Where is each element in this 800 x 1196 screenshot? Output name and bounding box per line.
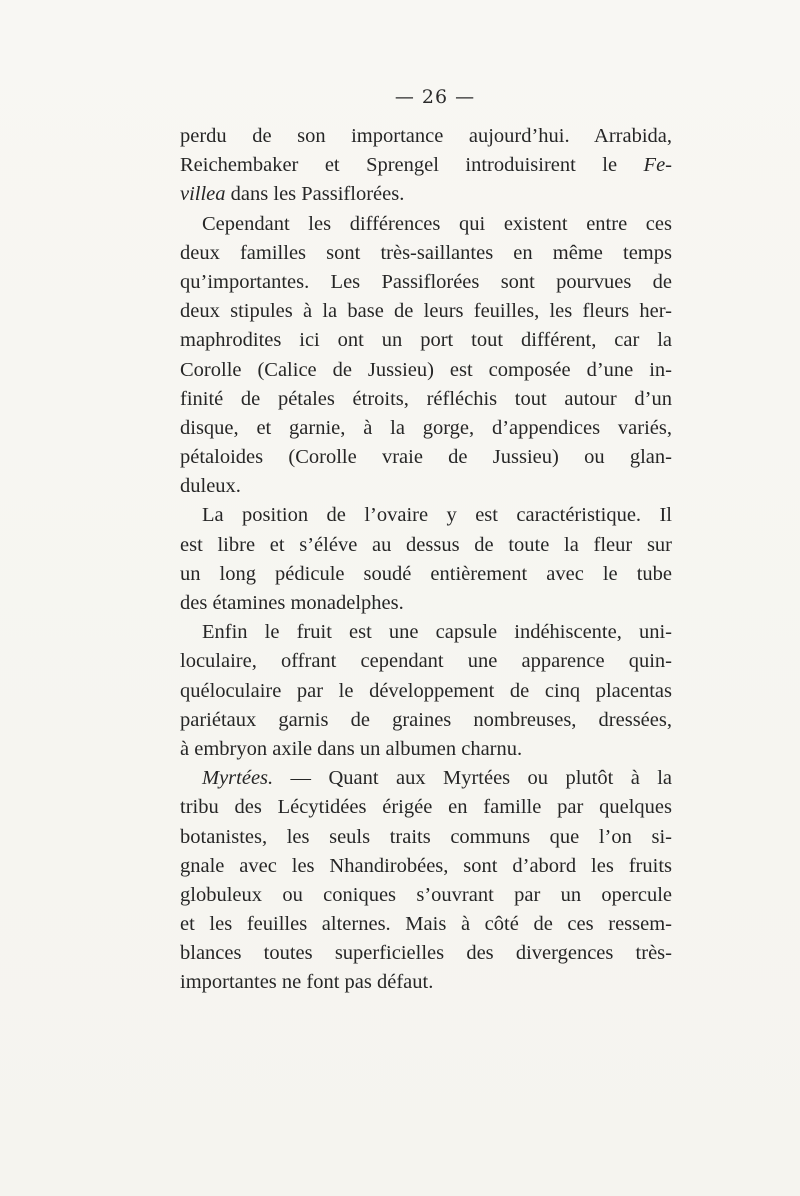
- text-span: finité de pétales étroits, réfléchis tout autour d’un: [180, 387, 672, 410]
- text-span: globuleux ou coniques s’ouvrant par un opercule: [180, 883, 672, 906]
- text-span: des étamines monadelphes.: [180, 592, 404, 614]
- body-text: [180, 122, 672, 998]
- text-span: Corolle (Calice de Jussieu) est composée d’une in-: [180, 358, 672, 381]
- text-line: [180, 501, 672, 530]
- text-span: deux stipules à la base de leurs feuilles, les fleurs her-: [180, 300, 672, 323]
- text-span: dans les Passiflorées.: [225, 183, 405, 206]
- text-span: duleux.: [180, 475, 241, 498]
- text-span: est libre et s’éléve au dessus de toute la fleur sur: [180, 533, 672, 556]
- text-line: [180, 560, 672, 589]
- text-span: disque, et garnie, à la gorge, d’appendices variés,: [180, 416, 672, 439]
- text-line: [180, 472, 672, 501]
- text-line: [180, 385, 672, 414]
- text-line: [180, 823, 672, 852]
- italic-text: Fe-: [643, 154, 672, 177]
- text-span: importantes ne font pas défaut.: [180, 971, 434, 994]
- text-span: loculaire, offrant cependant une apparence quin-: [180, 650, 672, 673]
- text-line: [180, 939, 672, 968]
- text-line: [180, 531, 672, 560]
- text-span: deux familles sont très-saillantes en même temps: [180, 241, 672, 264]
- text-line: [180, 910, 672, 939]
- text-line: [180, 706, 672, 735]
- text-line: [180, 589, 672, 618]
- text-span: qu’importantes. Les Passiflorées sont pourvues de: [180, 270, 672, 293]
- text-line: [180, 647, 672, 676]
- text-span: La position de l’ovaire y est caractéristique. Il: [202, 504, 672, 527]
- text-line: [180, 297, 672, 326]
- text-line: [180, 210, 672, 239]
- text-line: [180, 618, 672, 647]
- text-line: [180, 793, 672, 822]
- text-span: quéloculaire par le développement de cinq placentas: [180, 679, 672, 702]
- italic-text: villea: [180, 183, 226, 206]
- text-line: [180, 677, 672, 706]
- text-span: botanistes, les seuls traits communs que l’on si-: [180, 825, 672, 848]
- text-span: pétaloides (Corolle vraie de Jussieu) ou glan-: [180, 446, 672, 469]
- text-span: perdu de son importance aujourd’hui. Arrabida,: [180, 125, 672, 147]
- text-span: gnale avec les Nhandirobées, sont d’abord les fruits: [180, 854, 672, 877]
- text-span: Cependant les différences qui existent entre ces: [202, 212, 672, 235]
- text-span: un long pédicule soudé entièrement avec le tube: [180, 562, 672, 585]
- paragraph: [180, 501, 672, 618]
- text-line: [180, 852, 672, 881]
- text-span: Enfin le fruit est une capsule indéhiscente, uni-: [202, 621, 672, 644]
- paragraph: [180, 122, 672, 210]
- paragraph: [180, 618, 672, 764]
- text-span: — Quant aux Myrtées ou plutôt à la: [273, 767, 672, 790]
- text-span: et les feuilles alternes. Mais à côté de ces ressem-: [180, 913, 672, 936]
- text-line: [180, 180, 672, 209]
- text-line: [180, 268, 672, 297]
- text-span: Reichembaker et Sprengel introduisirent le: [180, 154, 644, 177]
- paragraph: [180, 764, 672, 998]
- page-number: — 26 —: [394, 86, 476, 108]
- text-span: maphrodites ici ont un port tout différent, car la: [180, 329, 672, 352]
- text-line: [180, 151, 672, 180]
- text-line: [180, 881, 672, 910]
- text-line: [180, 443, 672, 472]
- text-line: [180, 356, 672, 385]
- text-line: [180, 968, 672, 997]
- text-line: [180, 414, 672, 443]
- text-span: tribu des Lécytidées érigée en famille par quelques: [180, 796, 672, 819]
- text-line: [180, 326, 672, 355]
- paragraph: [180, 210, 672, 502]
- text-span: blances toutes superficielles des divergences très-: [180, 942, 672, 965]
- text-line: [180, 239, 672, 268]
- text-line: [180, 764, 672, 793]
- text-span: à embryon axile dans un albumen charnu.: [180, 737, 523, 760]
- text-line: [180, 735, 672, 764]
- text-line: [180, 122, 672, 151]
- text-span: pariétaux garnis de graines nombreuses, dressées,: [180, 708, 672, 731]
- italic-text: Myrtées.: [202, 767, 274, 790]
